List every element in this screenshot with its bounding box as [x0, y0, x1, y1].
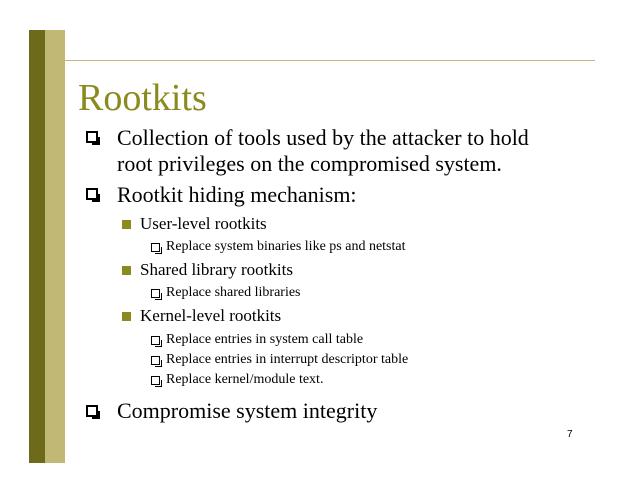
solid-square-icon	[122, 266, 131, 275]
left-accent-bar-light	[45, 30, 65, 463]
bullet-item-level2: Kernel-level rootkits	[140, 306, 282, 325]
title-rule	[65, 60, 595, 61]
bullet-item-level3: Replace system binaries like ps and netstat	[166, 239, 406, 254]
bullet-item-continuation: root privileges on the compromised system.	[117, 151, 502, 176]
bullet-item-level1: Compromise system integrity	[117, 398, 378, 423]
hollow-square-icon	[151, 289, 160, 298]
solid-square-icon	[122, 312, 131, 321]
bullet-item-level3: Replace entries in interrupt descriptor table	[166, 352, 409, 367]
slide-title: Rootkits	[78, 77, 207, 119]
hollow-square-icon	[151, 243, 160, 252]
bullet-item-level1: Rootkit hiding mechanism:	[117, 182, 357, 207]
bullet-item-level2: User-level rootkits	[140, 214, 267, 233]
page-number: 7	[567, 429, 573, 440]
bullet-item-level3: Replace kernel/module text.	[166, 372, 324, 387]
bullet-item-level3: Replace shared libraries	[166, 285, 301, 300]
left-accent-bar-dark	[29, 30, 45, 463]
hollow-square-icon	[86, 131, 98, 143]
bullet-item-level2: Shared library rootkits	[140, 260, 293, 279]
hollow-square-icon	[151, 356, 160, 365]
hollow-square-icon	[86, 188, 98, 200]
hollow-square-icon	[151, 336, 160, 345]
hollow-square-icon	[151, 376, 160, 385]
solid-square-icon	[122, 220, 131, 229]
bullet-item-level1: Collection of tools used by the attacker to hold	[117, 125, 529, 150]
bullet-item-level3: Replace entries in system call table	[166, 332, 364, 347]
hollow-square-icon	[86, 405, 98, 417]
